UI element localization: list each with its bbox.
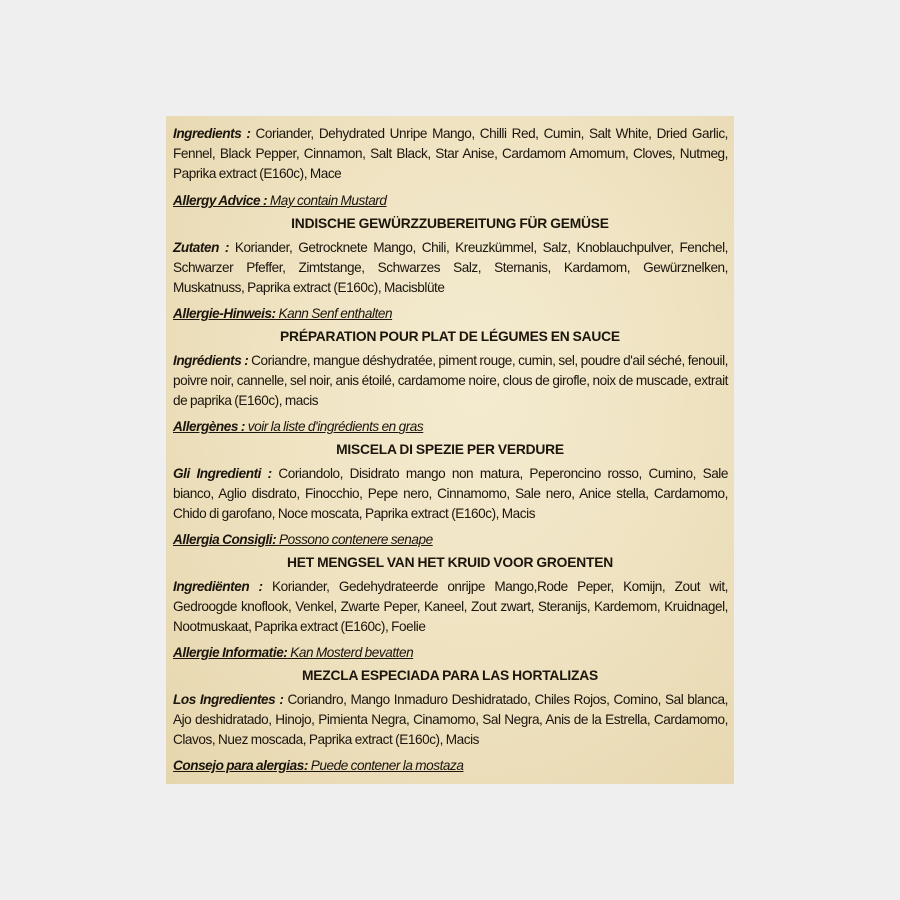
- dutch-ingredients-text: Koriander, Gedehydrateerde onrijpe Mango,Rode Peper, Komijn, Zout wit, Gedroogde knoflook, Venkel, Zwarte Peper, Kaneel, Zout zwart, Steranijs, Kardemom, Kruidnagel, Nootmuskaat, Paprika extract (E160c), Foelie: [173, 579, 729, 634]
- german-ingredients-label: Zutaten :: [173, 240, 229, 255]
- english-ingredients-text: Coriander, Dehydrated Unripe Mango, Chilli Red, Cumin, Salt White, Dried Garlic, Fennel, Black Pepper, Cinnamon, Salt Black, Star Anise, Cardamom Amomum, Cloves, Nutmeg, Paprika extract (E160c), Mace: [173, 126, 728, 181]
- spanish-ingredients-text: Coriandro, Mango Inmaduro Deshidratado, Chiles Rojos, Comino, Sal blanca, Ajo deshidratado, Hinojo, Pimienta Negra, Cinamomo, Sal Negra, Anis de la Estrella, Cardamomo, Clavos, Nuez moscada, Paprika extract (E160c), Macis: [173, 692, 728, 747]
- spanish-title: MEZCLA ESPECIADA PARA LAS HORTALIZAS: [301, 668, 599, 683]
- french-title: PRÉPARATION POUR PLAT DE LÉGUMES EN SAUCE: [280, 329, 620, 344]
- spanish-ingredients-label: Los Ingredientes :: [173, 692, 284, 707]
- italian-ingredients-text: Coriandolo, Disidrato mango non matura, Peperoncino rosso, Cumino, Sale bianco, Aglio disdrato, Finocchio, Pepe nero, Cinnamomo, Sale nero, Anice stella, Cardamomo, Chido di garofano, Noce moscata, Paprika extract (E160c), Macis: [173, 466, 728, 521]
- italian-title: MISCELA DI SPEZIE PER VERDURE: [336, 442, 564, 457]
- german-title: INDISCHE GEWÜRZZUBEREITUNG FÜR GEMÜSE: [291, 216, 609, 231]
- dutch-ingredients: [173, 577, 728, 637]
- french-allergy-label: Allergènes :: [173, 419, 245, 434]
- spanish-ingredients: [173, 690, 728, 750]
- spanish-allergy-label: Consejo para alergias:: [173, 758, 308, 773]
- english-allergy-label: Allergy Advice :: [173, 193, 268, 208]
- dutch-title: HET MENGSEL VAN HET KRUID VOOR GROENTEN: [287, 555, 613, 570]
- ingredient-label: [166, 116, 734, 784]
- italian-ingredients-label: Gli Ingredienti :: [173, 466, 272, 481]
- english-ingredients-label: Ingredients :: [173, 126, 251, 141]
- spanish-allergy-advice: [173, 756, 728, 776]
- french-ingredients: [173, 351, 728, 411]
- french-allergy-text: voir la liste d'ingrédients en: [244, 419, 399, 434]
- french-allergy-advice: [173, 417, 728, 437]
- dutch-allergy-advice: [173, 643, 728, 663]
- german-ingredients: [173, 238, 728, 298]
- dutch-allergy-text: Kan Mosterd bevatten: [287, 645, 414, 660]
- german-allergy-label: Allergie-Hinweis:: [173, 306, 276, 321]
- german-allergy-advice: [173, 304, 728, 324]
- french-allergy-bold: gras: [398, 419, 424, 434]
- italian-allergy-text: Possono contenere senape: [276, 532, 433, 547]
- english-ingredients: [173, 124, 728, 184]
- italian-allergy-advice: [173, 530, 728, 550]
- german-allergy-text: Kann Senf enthalten: [275, 306, 393, 321]
- french-ingredients-text: Coriandre, mangue déshydratée, piment rouge, cumin, sel, poudre d'ail séché, fenouil, poivre noir, cannelle, sel noir, anis étoilé, cardamome noire, clous de girofle, noix de muscade, extrait de paprika (E160c), macis: [173, 353, 728, 408]
- english-allergy-advice: [173, 191, 728, 211]
- spanish-allergy-text: Puede contener la mostaza: [307, 758, 464, 773]
- french-ingredients-label: Ingrédients :: [173, 353, 249, 368]
- german-ingredients-text: Koriander, Getrocknete Mango, Chili, Kreuzkümmel, Salz, Knoblauchpulver, Fenchel, Schwarzer Pfeffer, Zimtstange, Schwarzes Salz, Sternanis, Kardamom, Gewürznelken, Muskatnuss, Paprika extract (E160c), Macisblüte: [173, 240, 728, 295]
- italian-allergy-label: Allergia Consigli:: [173, 532, 277, 547]
- english-allergy-text: May contain Mustard: [267, 193, 387, 208]
- italian-ingredients: [173, 464, 728, 524]
- dutch-allergy-label: Allergie Informatie:: [173, 645, 288, 660]
- dutch-ingredients-label: Ingrediënten :: [173, 579, 263, 594]
